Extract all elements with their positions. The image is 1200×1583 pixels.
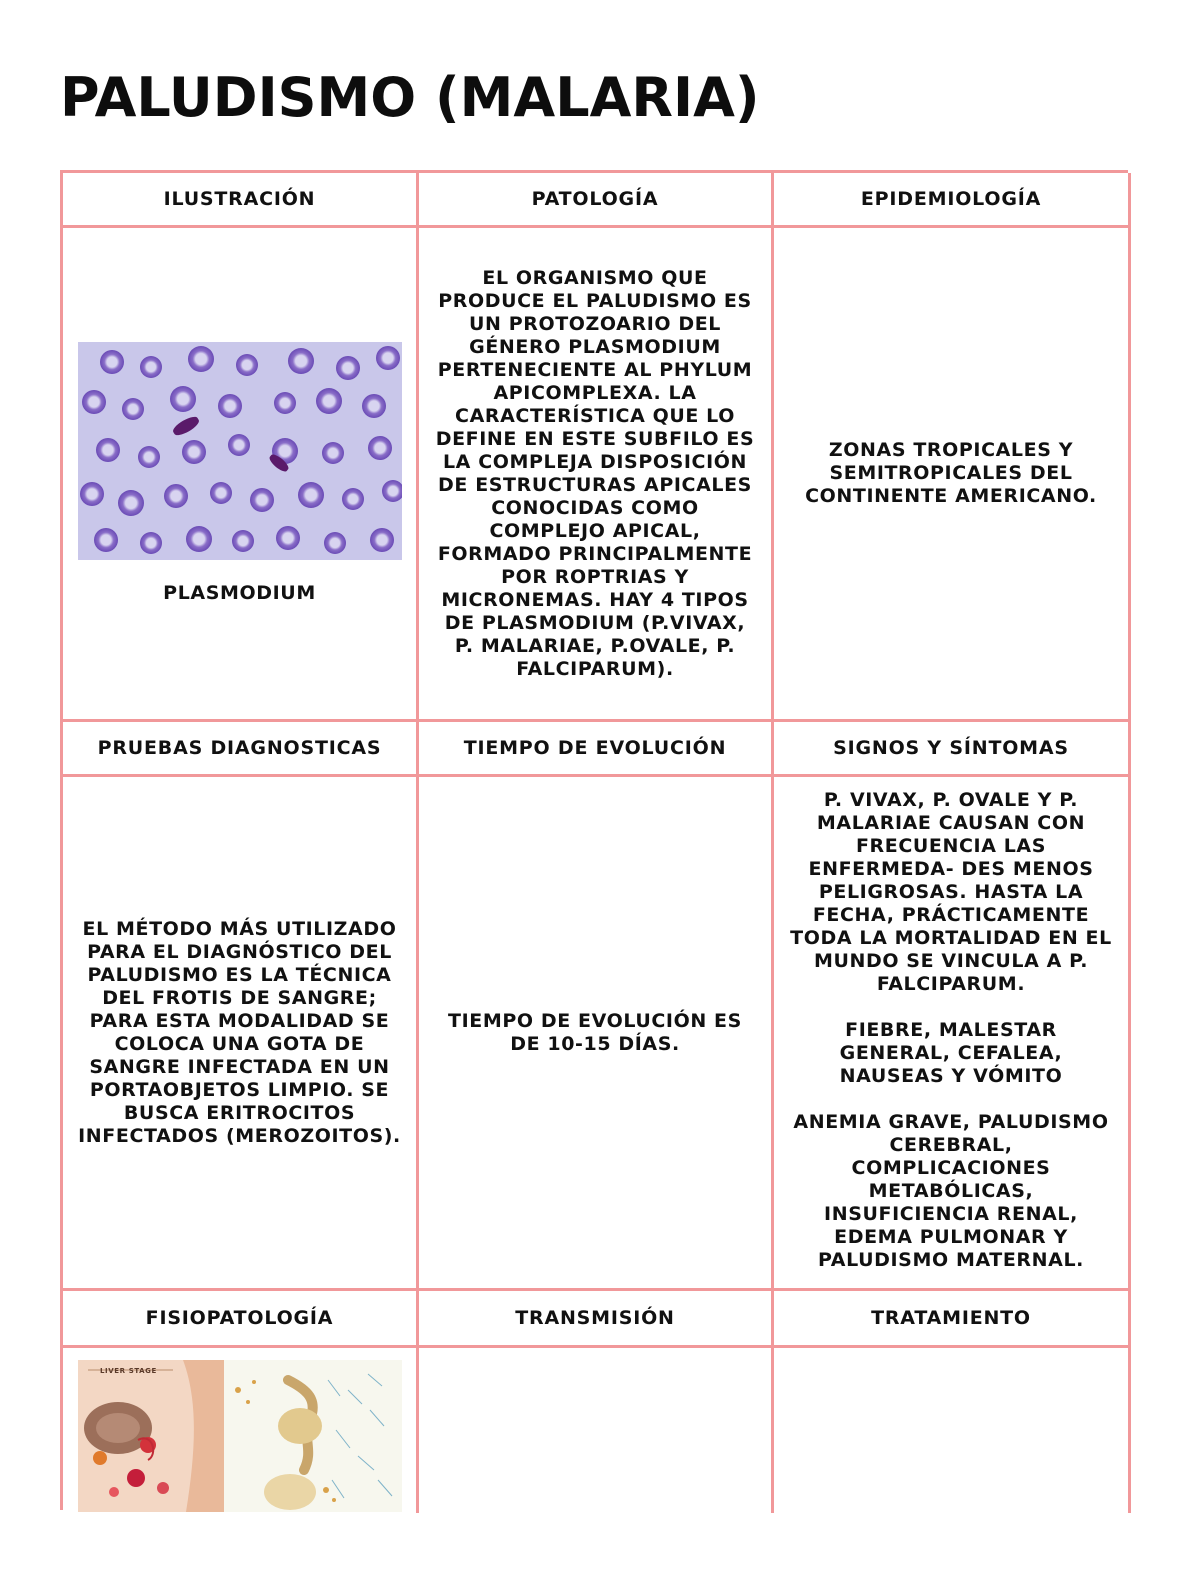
red-blood-cell [188,346,214,372]
lifecycle-diagram-image [78,1360,402,1512]
red-blood-cell [370,528,394,552]
red-blood-cell [376,346,400,370]
red-blood-cell [218,394,242,418]
red-blood-cell [362,394,386,418]
cell-fisiopatologia [63,1348,419,1513]
header-epidemiologia: EPIDEMIOLOGÍA [774,173,1131,228]
red-blood-cell [276,526,300,550]
svg-text:LIVER STAGE: LIVER STAGE [99,1367,157,1375]
header-fisiopatologia: FISIOPATOLOGÍA [63,1291,419,1348]
signos-paragraph-1: P. VIVAX, P. OVALE Y P. MALARIAE CAUSAN CON FRECUENCIA LAS ENFERMEDA- DES MENOS PELIGROSAS. HASTA LA FECHA, PRÁCTICAMENTE TODA LA MORTALIDAD EN EL MUNDO SE VINCULA A P. FALCIPARUM. [790,789,1112,995]
cell-ilustracion [63,228,419,722]
header-tratamiento: TRATAMIENTO [774,1291,1131,1348]
malaria-table [60,170,1128,1510]
red-blood-cell [96,438,120,462]
red-blood-cell [118,490,144,516]
red-blood-cell [322,442,344,464]
red-blood-cell [138,446,160,468]
plasmodium-gametocyte [170,414,200,438]
signos-paragraph-2: FIEBRE, MALESTAR GENERAL, CEFALEA, NAUSEAS Y VÓMITO [839,1019,1063,1087]
cell-transmision [419,1348,774,1513]
red-blood-cell [288,348,314,374]
red-blood-cell [336,356,360,380]
red-blood-cell [368,436,392,460]
header-patologia: PATOLOGÍA [419,173,774,228]
red-blood-cell [274,392,296,414]
red-blood-cell [210,482,232,504]
signos-paragraph-3: ANEMIA GRAVE, PALUDISMO CEREBRAL, COMPLICACIONES METABÓLICAS, INSUFICIENCIA RENAL, EDEMA PULMONAR Y PALUDISMO MATERNAL. [793,1111,1109,1271]
red-blood-cell [236,354,258,376]
red-blood-cell [228,434,250,456]
red-blood-cell [232,530,254,552]
red-blood-cell [94,528,118,552]
cell-epidemiologia: ZONAS TROPICALES Y SEMITROPICALES DEL CONTINENTE AMERICANO. [774,228,1131,722]
red-blood-cell [250,488,274,512]
header-ilustracion: ILUSTRACIÓN [63,173,419,228]
red-blood-cell [170,386,196,412]
cell-tiempo: TIEMPO DE EVOLUCIÓN ES DE 10-15 DÍAS. [419,777,774,1291]
header-pruebas: PRUEBAS DIAGNOSTICAS [63,722,419,777]
red-blood-cell [80,482,104,506]
red-blood-cell [324,532,346,554]
cell-signos [774,777,1131,1291]
cell-tratamiento [774,1348,1131,1513]
red-blood-cell [140,532,162,554]
ilustracion-caption: PLASMODIUM [163,582,316,604]
red-blood-cell [316,388,342,414]
red-blood-cell [82,390,106,414]
header-signos: SIGNOS Y SÍNTOMAS [774,722,1131,777]
red-blood-cell [122,398,144,420]
red-blood-cell [182,440,206,464]
red-blood-cell [164,484,188,508]
red-blood-cell [140,356,162,378]
header-transmision: TRANSMISIÓN [419,1291,774,1348]
blood-smear-image [78,342,402,560]
red-blood-cell [100,350,124,374]
red-blood-cell [382,480,402,502]
cell-pruebas: EL MÉTODO MÁS UTILIZADO PARA EL DIAGNÓSTICO DEL PALUDISMO ES LA TÉCNICA DEL FROTIS DE SANGRE; PARA ESTA MODALIDAD SE COLOCA UNA GOTA DE SANGRE INFECTADA EN UN PORTAOBJETOS LIMPIO. SE BUSCA ERITROCITOS INFECTADOS (MEROZOITOS). [63,777,419,1291]
header-tiempo: TIEMPO DE EVOLUCIÓN [419,722,774,777]
red-blood-cell [342,488,364,510]
red-blood-cell [186,526,212,552]
page-title: PALUDISMO (MALARIA) [60,66,760,129]
red-blood-cell [298,482,324,508]
cell-patologia: EL ORGANISMO QUE PRODUCE EL PALUDISMO ES UN PROTOZOARIO DEL GÉNERO PLASMODIUM PERTENECIENTE AL PHYLUM APICOMPLEXA. LA CARACTERÍSTICA QUE LO DEFINE EN ESTE SUBFILO ES LA COMPLEJA DISPOSICIÓN DE ESTRUCTURAS APICALES CONOCIDAS COMO COMPLEJO APICAL, FORMADO PRINCIPALMENTE POR ROPTRIAS Y MICRONEMAS. HAY 4 TIPOS DE PLASMODIUM (P.VIVAX, P. MALARIAE, P.OVALE, P. FALCIPARUM). [419,228,774,722]
